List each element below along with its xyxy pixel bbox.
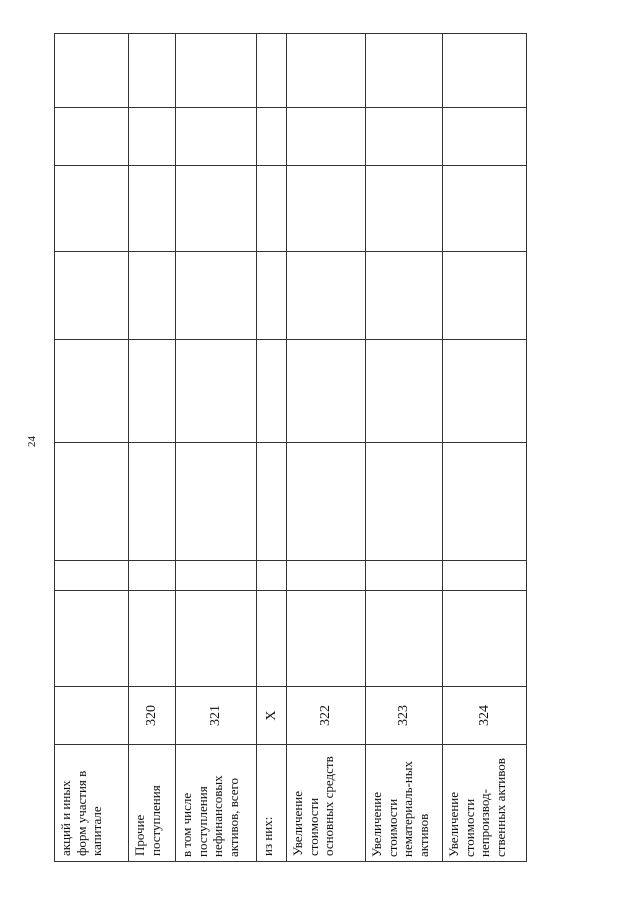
table-cell [257, 108, 287, 166]
table-cell [287, 108, 366, 166]
table-cell [176, 591, 257, 687]
table-cell [443, 34, 527, 108]
table-cell [287, 340, 366, 443]
table-row [366, 34, 443, 862]
table-row [176, 34, 257, 862]
table-cell [55, 591, 129, 687]
table-cell [287, 591, 366, 687]
table-cell [55, 34, 129, 108]
row-code: 321 [176, 687, 257, 745]
table-cell [443, 443, 527, 561]
table-cell [176, 34, 257, 108]
row-label: Увеличение стоимости основных средств [287, 745, 366, 862]
table-cell [176, 252, 257, 340]
table-cell [176, 108, 257, 166]
table-cell [129, 561, 176, 591]
table-cell [176, 340, 257, 443]
row-code: 320 [129, 687, 176, 745]
table-cell [366, 34, 443, 108]
table-cell [287, 561, 366, 591]
table-cell [176, 561, 257, 591]
table-cell [129, 108, 176, 166]
row-label: в том числе поступления нефинансовых активов, всего [176, 745, 257, 862]
page-number: 24 [26, 436, 38, 447]
row-code: 322 [287, 687, 366, 745]
table-cell [366, 443, 443, 561]
row-code [55, 687, 129, 745]
table-cell [129, 443, 176, 561]
table-cell [443, 340, 527, 443]
table-cell [443, 166, 527, 252]
table-cell [366, 561, 443, 591]
table-cell [366, 252, 443, 340]
table-cell [129, 340, 176, 443]
table-cell [287, 443, 366, 561]
table-cell [129, 591, 176, 687]
table-cell [55, 252, 129, 340]
table-cell [366, 166, 443, 252]
row-label: Увеличение стоимости непроизвод-ственных активов [443, 745, 527, 862]
table-cell [55, 108, 129, 166]
indicators-table [54, 33, 527, 862]
table-cell [176, 166, 257, 252]
table-cell [129, 34, 176, 108]
table-cell [257, 443, 287, 561]
table-cell [55, 340, 129, 443]
table-cell [55, 166, 129, 252]
table-cell [443, 561, 527, 591]
row-code: Х [257, 687, 287, 745]
row-code: 324 [443, 687, 527, 745]
row-code: 323 [366, 687, 443, 745]
table-cell [287, 166, 366, 252]
table-cell [366, 591, 443, 687]
row-label: Прочие поступления [129, 745, 176, 862]
table-cell [366, 108, 443, 166]
table-cell [176, 443, 257, 561]
table-row [443, 34, 527, 862]
row-label: из них: [257, 745, 287, 862]
row-label: Увеличение стоимости нематериаль-ных активов [366, 745, 443, 862]
table-cell [443, 252, 527, 340]
table-cell [443, 108, 527, 166]
table-cell [257, 340, 287, 443]
table-cell [55, 443, 129, 561]
table-cell [287, 34, 366, 108]
table-row [55, 34, 129, 862]
table-cell [55, 561, 129, 591]
row-label: акций и иных форм участия в капитале [55, 745, 129, 862]
table-cell [129, 252, 176, 340]
table-cell [257, 34, 287, 108]
rotated-table-container [54, 34, 526, 862]
table-cell [257, 561, 287, 591]
table-cell [366, 340, 443, 443]
table-cell [287, 252, 366, 340]
table-cell [443, 591, 527, 687]
table-cell [257, 166, 287, 252]
table-row [257, 34, 287, 862]
table-cell [257, 591, 287, 687]
table-row [287, 34, 366, 862]
table-row [129, 34, 176, 862]
table-cell [257, 252, 287, 340]
table-cell [129, 166, 176, 252]
